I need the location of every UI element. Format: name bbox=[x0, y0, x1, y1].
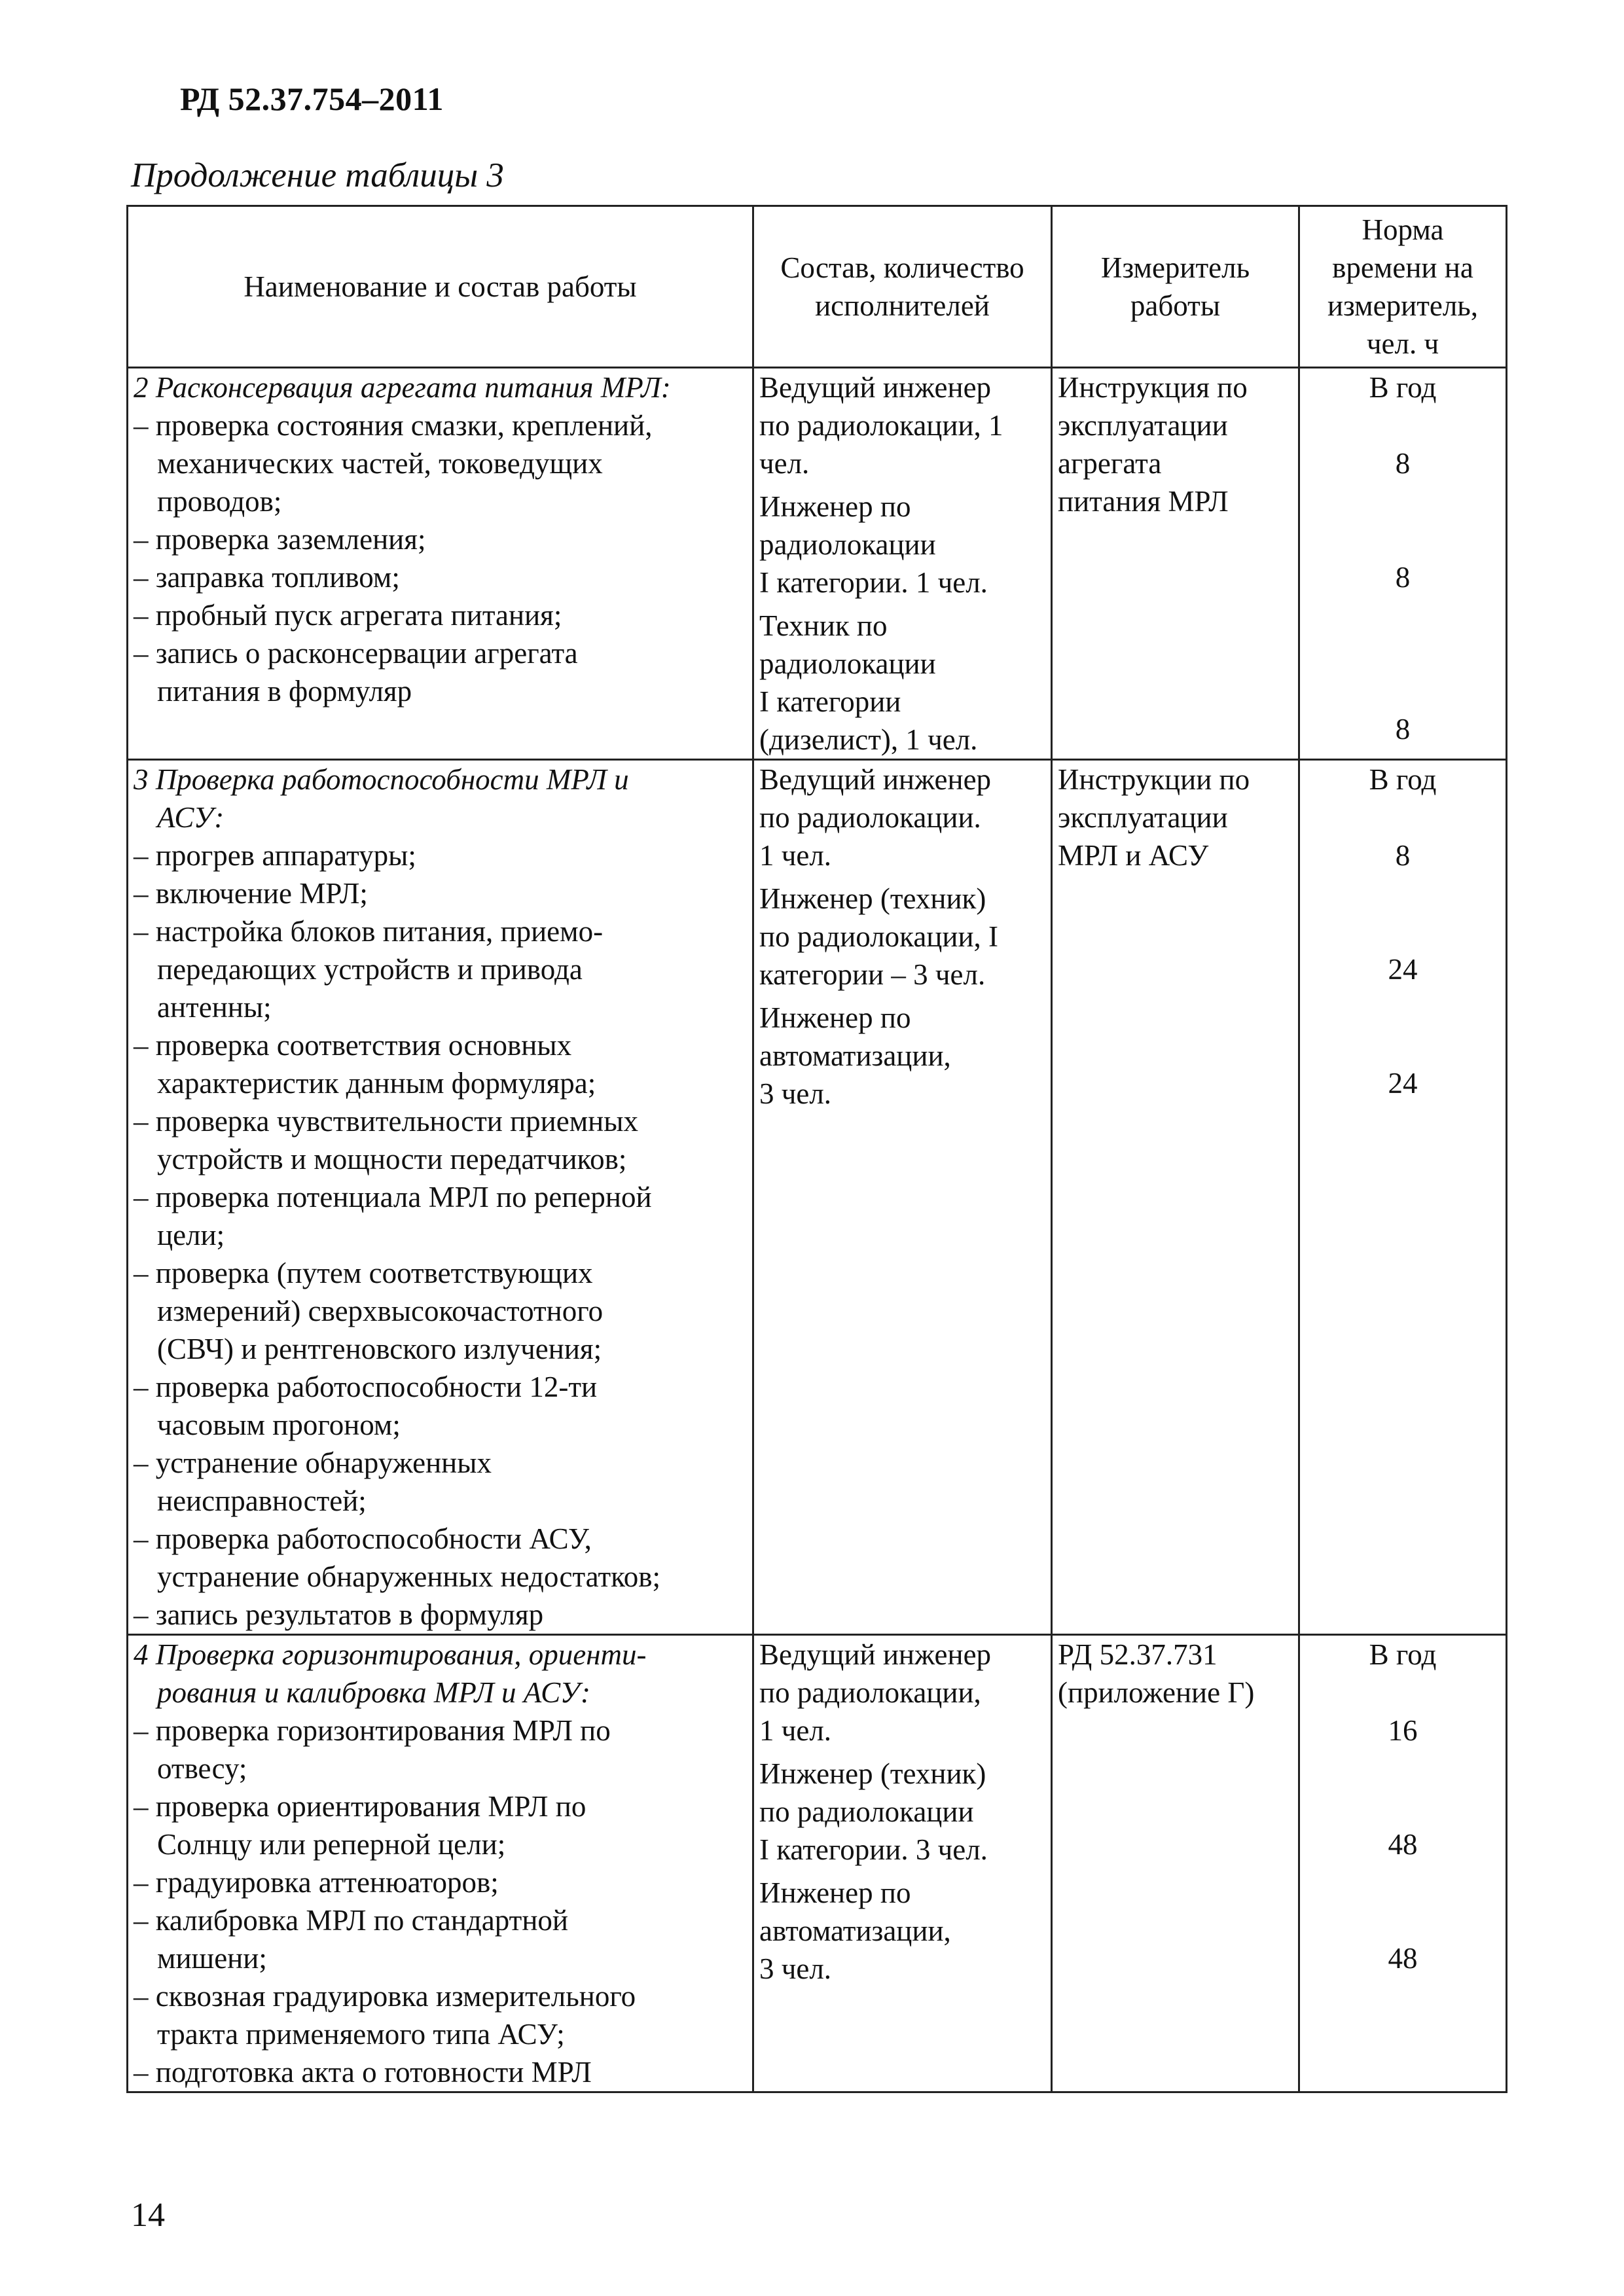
norms-table bbox=[126, 205, 1507, 2093]
table-row bbox=[128, 760, 1507, 1635]
work-item: – включение МРЛ; bbox=[134, 877, 368, 910]
staff-group: Ведущий инженер по радиолокации, 1 чел. bbox=[759, 371, 1003, 480]
column-header-work: Наименование и состав работы bbox=[128, 206, 753, 368]
work-item: – проверка соответствия основных характеристик данным формуляра; bbox=[134, 1029, 596, 1100]
work-item: – проверка (путем соответствующих измерений) сверхвысокочастотного (СВЧ) и рентгеновского излучения; bbox=[134, 1257, 604, 1365]
table-row bbox=[128, 368, 1507, 760]
staff-group: Инженер по автоматизации, 3 чел. bbox=[759, 1876, 951, 1985]
work-description-cell bbox=[128, 368, 753, 760]
staff-cell bbox=[753, 368, 1052, 760]
unit-cell: Инструкция по эксплуатации агрегата питания МРЛ bbox=[1052, 368, 1299, 760]
work-item: – проверка потенциала МРЛ по реперной цели; bbox=[134, 1181, 652, 1251]
staff-group: Инженер по автоматизации, 3 чел. bbox=[759, 1001, 951, 1110]
unit-cell: Инструкции по эксплуатации МРЛ и АСУ bbox=[1052, 760, 1299, 1635]
work-item: – запись о расконсервации агрегата питания в формуляр bbox=[134, 637, 578, 708]
section-title: 3 Проверка работоспособности МРЛ и АСУ: bbox=[134, 763, 629, 834]
work-item: – настройка блоков питания, приемо- передающих устройств и привода антенны; bbox=[134, 915, 604, 1024]
page-number: 14 bbox=[131, 2197, 165, 2234]
unit-cell: РД 52.37.731 (приложение Г) bbox=[1052, 1635, 1299, 2092]
staff-group: Техник по радиолокации I категории (дизелист), 1 чел. bbox=[759, 609, 978, 756]
work-item: – устранение обнаруженных неисправностей; bbox=[134, 1446, 492, 1517]
work-item: – запись результатов в формуляр bbox=[134, 1598, 544, 1631]
work-item: – проверка заземления; bbox=[134, 523, 426, 556]
work-description-cell bbox=[128, 1635, 753, 2092]
work-item: – проверка состояния смазки, креплений, механических частей, токоведущих проводов; bbox=[134, 409, 653, 518]
table-header-row bbox=[128, 206, 1507, 368]
staff-cell bbox=[753, 1635, 1052, 2092]
work-item: – проверка работоспособности 12-ти часовым прогоном; bbox=[134, 1371, 598, 1441]
table-body bbox=[128, 368, 1507, 2092]
document-code: РД 52.37.754–2011 bbox=[180, 81, 444, 117]
work-item: – заправка топливом; bbox=[134, 561, 400, 594]
work-item: – пробный пуск агрегата питания; bbox=[134, 599, 562, 632]
work-item: – сквозная градуировка измерительного тракта применяемого типа АСУ; bbox=[134, 1980, 636, 2051]
column-header-norm: Норма времени на измеритель, чел. ч bbox=[1299, 206, 1507, 368]
staff-group: Ведущий инженер по радиолокации. 1 чел. bbox=[759, 763, 992, 872]
norm-cell: В год 8 8 8 bbox=[1299, 368, 1507, 760]
column-header-staff: Состав, количество исполнителей bbox=[753, 206, 1052, 368]
section-title: 2 Расконсервация агрегата питания МРЛ: bbox=[134, 371, 671, 404]
staff-group: Инженер (техник) по радиолокации I категории. 3 чел. bbox=[759, 1757, 988, 1866]
table-row bbox=[128, 1635, 1507, 2092]
work-item: – калибровка МРЛ по стандартной мишени; bbox=[134, 1904, 568, 1975]
norm-cell: В год 16 48 48 bbox=[1299, 1635, 1507, 2092]
staff-group: Ведущий инженер по радиолокации, 1 чел. bbox=[759, 1638, 992, 1747]
staff-group: Инженер по радиолокации I категории. 1 чел. bbox=[759, 490, 988, 599]
staff-group: Инженер (техник) по радиолокации, I категории – 3 чел. bbox=[759, 882, 999, 991]
staff-cell bbox=[753, 760, 1052, 1635]
column-header-unit: Измеритель работы bbox=[1052, 206, 1299, 368]
work-item: – проверка чувствительности приемных устройств и мощности передатчиков; bbox=[134, 1105, 638, 1175]
work-description-cell bbox=[128, 760, 753, 1635]
work-item: – подготовка акта о готовности МРЛ bbox=[134, 2056, 592, 2089]
table-caption: Продолжение таблицы 3 bbox=[131, 156, 504, 194]
norm-cell: В год 8 24 24 bbox=[1299, 760, 1507, 1635]
section-title: 4 Проверка горизонтирования, ориенти- рования и калибровка МРЛ и АСУ: bbox=[134, 1638, 647, 1709]
work-item: – проверка горизонтирования МРЛ по отвесу; bbox=[134, 1714, 611, 1785]
work-item: – проверка работоспособности АСУ, устранение обнаруженных недостатков; bbox=[134, 1522, 660, 1593]
work-item: – градуировка аттенюаторов; bbox=[134, 1866, 499, 1899]
work-item: – проверка ориентирования МРЛ по Солнцу или реперной цели; bbox=[134, 1790, 586, 1861]
work-item: – прогрев аппаратуры; bbox=[134, 839, 416, 872]
